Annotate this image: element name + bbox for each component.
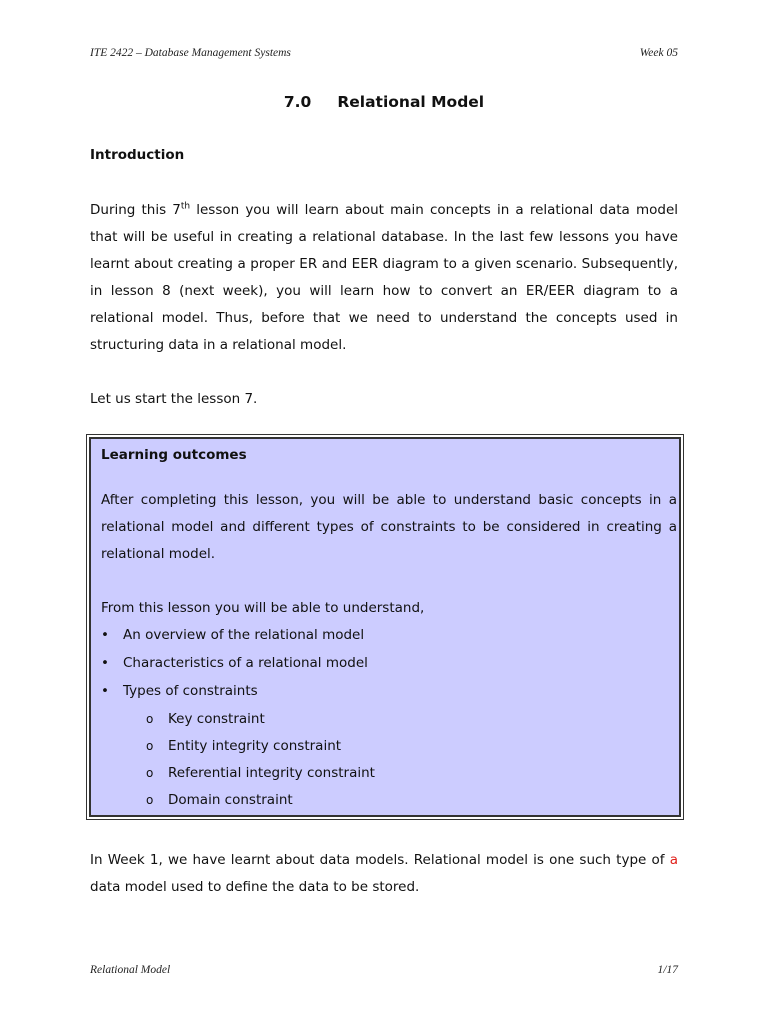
page-number: 1/17 xyxy=(657,964,678,976)
section-number: 7.0 xyxy=(283,93,312,111)
lesson-start-paragraph: Let us start the lesson 7. xyxy=(90,391,258,407)
footer-title: Relational Model xyxy=(90,964,171,976)
sub-list-item-label: Key constraint xyxy=(168,711,265,727)
list-item-label: Characteristics of a relational model xyxy=(123,655,368,671)
bullet-icon: • xyxy=(101,655,109,671)
week1-paragraph xyxy=(90,847,678,901)
intro-superscript: th xyxy=(180,201,191,212)
sub-list-item-label: Domain constraint xyxy=(168,792,293,808)
sub-list-item-label: Entity integrity constraint xyxy=(168,738,342,754)
sub-list-item xyxy=(101,706,375,733)
week1-text-start: In Week 1, we have learnt about data models. Relational model is one such type of xyxy=(90,852,670,868)
list-item-label: Types of constraints xyxy=(123,683,258,699)
learning-outcomes-intro: From this lesson you will be able to understand, xyxy=(101,600,425,616)
bullet-icon: • xyxy=(101,683,109,699)
bullet-icon: • xyxy=(101,627,109,643)
sub-list-item xyxy=(101,787,375,814)
learning-outcomes-box xyxy=(86,434,684,820)
sub-list-item xyxy=(101,733,375,760)
header-course-title: ITE 2422 – Database Management Systems xyxy=(90,47,291,59)
circle-bullet-icon: o xyxy=(146,712,154,726)
learning-outcomes-paragraph: After completing this lesson, you will be able to understand basic concepts in a relational model and different types of constraints to be considered in creating a relational model. xyxy=(101,492,677,562)
introduction-heading: Introduction xyxy=(90,147,185,163)
week1-text-end: data model used to define the data to be stored. xyxy=(90,879,420,895)
list-item xyxy=(101,650,368,678)
learning-outcomes-inner xyxy=(89,437,681,817)
list-item-label: An overview of the relational model xyxy=(123,627,365,643)
circle-bullet-icon: o xyxy=(146,793,154,807)
section-title: Relational Model xyxy=(337,93,485,111)
outcomes-list xyxy=(101,622,368,706)
sub-list-item-label: Referential integrity constraint xyxy=(168,765,375,781)
intro-text-rest: lesson you will learn about main concepts in a relational data model that will be useful in creating a relational database. In the last few lessons you have learnt about creating a proper ER and EER diagram to a given scenario. Subsequently, in lesson 8 (next week), you will learn how to convert an ER/EER diagram to a relational model. Thus, before that we need to understand the concepts used in structuring data in a relational model. xyxy=(90,202,678,353)
header-week: Week 05 xyxy=(639,47,678,59)
introduction-paragraph xyxy=(90,197,678,359)
intro-text-start: During this 7 xyxy=(90,202,181,218)
circle-bullet-icon: o xyxy=(146,766,154,780)
page-title xyxy=(0,93,768,111)
list-item xyxy=(101,622,368,650)
week1-highlight: a xyxy=(669,852,678,868)
constraints-sublist xyxy=(101,706,375,814)
list-item xyxy=(101,678,368,706)
circle-bullet-icon: o xyxy=(146,739,154,753)
sub-list-item xyxy=(101,760,375,787)
learning-outcomes-heading: Learning outcomes xyxy=(101,447,247,463)
